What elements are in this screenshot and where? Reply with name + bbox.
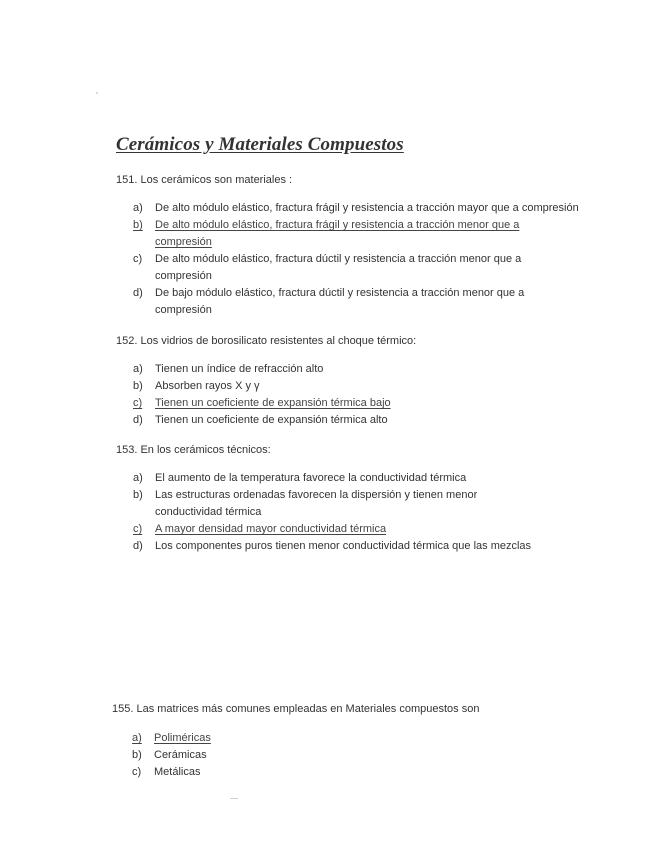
question-151-option-b	[133, 217, 553, 251]
option-text: Los componentes puros tienen menor conductividad térmica que las mezclas	[155, 540, 532, 552]
option-text: De bajo módulo elástico, fractura dúctil y resistencia a tracción menor que a compresión	[155, 287, 525, 316]
question-152-option-a	[133, 361, 573, 378]
option-letter: c)	[133, 523, 143, 535]
option-letter: c)	[133, 253, 143, 265]
option-text: Tienen un índice de refracción alto	[155, 363, 324, 375]
question-155-option-a	[132, 730, 332, 747]
option-text: Metálicas	[154, 766, 201, 778]
option-letter: c)	[133, 397, 143, 409]
question-153-option-b	[133, 487, 523, 521]
option-letter: a)	[132, 732, 142, 744]
option-letter: b)	[132, 749, 142, 761]
question-152-option-b	[133, 378, 573, 395]
question-151-option-a	[133, 200, 603, 217]
option-text: Cerámicas	[154, 749, 207, 761]
option-letter: d)	[133, 414, 143, 426]
scan-speck	[96, 92, 98, 94]
question-153-option-c	[133, 521, 573, 538]
question-153-option-a	[133, 470, 573, 487]
question-153-option-d	[133, 538, 573, 555]
question-151-option-c	[133, 251, 553, 285]
question-152-option-d	[133, 412, 573, 429]
option-letter: b)	[133, 489, 143, 501]
question-151-options	[133, 200, 603, 319]
option-letter: c)	[132, 766, 142, 778]
question-155-heading: 155. Las matrices más comunes empleadas en Materiales compuestos son	[112, 703, 480, 715]
option-text: Las estructuras ordenadas favorecen la dispersión y tienen menor conductividad térmica	[155, 489, 478, 518]
option-text: Absorben rayos X y γ	[155, 380, 260, 392]
option-text: De alto módulo elástico, fractura frágil y resistencia a tracción mayor que a compresión	[155, 202, 579, 214]
scan-speck	[230, 798, 238, 799]
option-letter: a)	[133, 363, 143, 375]
question-151-heading: 151. Los cerámicos son materiales :	[116, 174, 293, 186]
question-152-heading: 152. Los vidrios de borosilicato resistentes al choque térmico:	[116, 335, 417, 347]
option-text: De alto módulo elástico, fractura frágil y resistencia a tracción menor que a compresión	[155, 219, 520, 248]
option-text: Tienen un coeficiente de expansión térmica bajo	[155, 397, 391, 409]
option-letter: d)	[133, 287, 143, 299]
question-155-option-c	[132, 764, 332, 781]
option-text: Tienen un coeficiente de expansión térmica alto	[155, 414, 388, 426]
question-151-option-d	[133, 285, 553, 319]
option-letter: a)	[133, 472, 143, 484]
option-letter: a)	[133, 202, 143, 214]
option-text: De alto módulo elástico, fractura dúctil y resistencia a tracción menor que a compresión	[155, 253, 522, 282]
option-letter: d)	[133, 540, 143, 552]
option-text: Poliméricas	[154, 732, 211, 744]
option-text: A mayor densidad mayor conductividad térmica	[155, 523, 387, 535]
option-letter: b)	[133, 380, 143, 392]
question-155-option-b	[132, 747, 332, 764]
question-153-options	[133, 470, 573, 555]
option-text: El aumento de la temperatura favorece la conductividad térmica	[155, 472, 467, 484]
question-153-heading: 153. En los cerámicos técnicos:	[116, 444, 271, 456]
question-152-options	[133, 361, 573, 429]
question-152-option-c	[133, 395, 573, 412]
page-title: Cerámicos y Materiales Compuestos	[116, 134, 404, 155]
option-letter: b)	[133, 219, 143, 231]
question-155-options	[132, 730, 332, 781]
